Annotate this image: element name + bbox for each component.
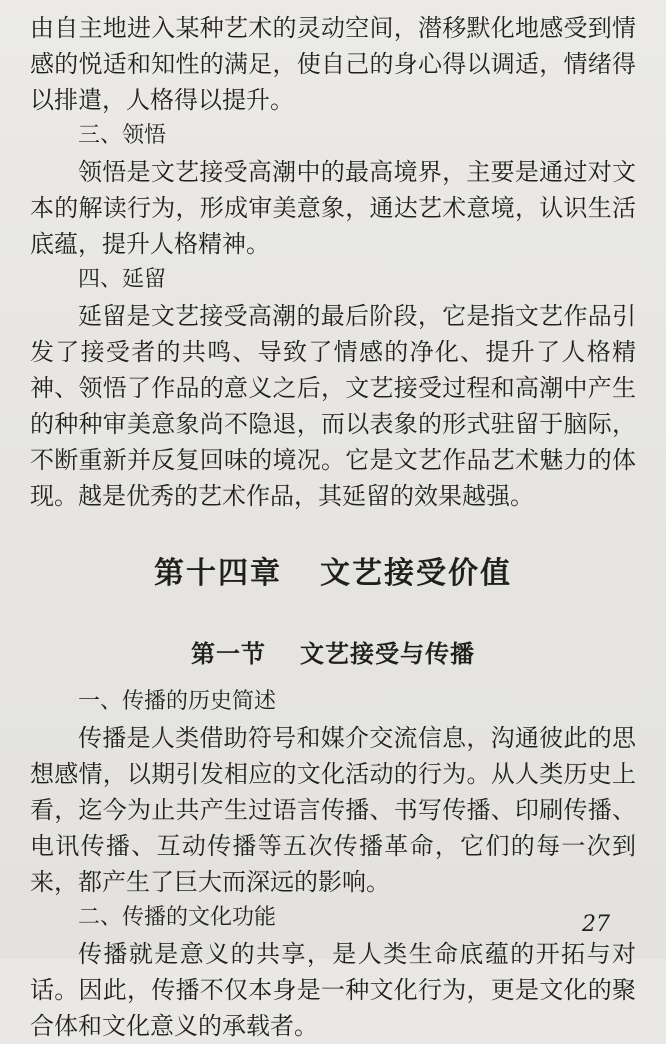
section-number: 第一节 — [191, 639, 266, 668]
section-name: 文艺接受与传播 — [300, 639, 475, 668]
paragraph-yanliu: 延留是文艺接受高潮的最后阶段，它是指文艺作品引发了接受者的共鸣、导致了情感的净化、提升了人格精神、领悟了作品的意义之后，文艺接受过程和高潮中产生的种种审美意象尚不隐退，而以表象的形式驻留于脑际，不断重新并反复回味的境况。它是文艺作品艺术魅力的体现。越是优秀的艺术作品，其延留的效果越强。 — [30, 302, 636, 510]
paragraph-function: 传播就是意义的共享，是人类生命底蕴的开拓与对话。因此，传播不仅本身是一种文化行为，更是文化的聚合体和文化意义的承载者。 — [30, 940, 636, 1040]
paragraph-lingwu: 领悟是文艺接受高潮中的最高境界，主要是通过对文本的解读行为，形成审美意象，通达艺术意境，认识生活底蕴，提升人格精神。 — [30, 158, 636, 258]
heading-function: 二、传播的文化功能 — [78, 905, 277, 930]
page-number: 27 — [582, 912, 610, 937]
chapter-name: 文艺接受价值 — [320, 556, 512, 591]
chapter-number: 第十四章 — [154, 556, 282, 591]
continued-paragraph: 由自主地进入某种艺术的灵动空间，潜移默化地感受到情感的悦适和知性的满足，使自己的身心得以调适，情绪得以排遣，人格得以提升。 — [30, 14, 636, 114]
section-title — [30, 636, 636, 672]
paragraph-history: 传播是人类借助符号和媒介交流信息，沟通彼此的思想感情，以期引发相应的文化活动的行为。从人类历史上看，迄今为止共产生过语言传播、书写传播、印刷传播、电讯传播、互动传播等五次传播革命，它们的每一次到来，都产生了巨大而深远的影响。 — [30, 724, 636, 896]
heading-yanliu: 四、延留 — [78, 267, 167, 292]
chapter-title — [30, 554, 636, 594]
heading-history: 一、传播的历史简述 — [78, 689, 277, 714]
heading-lingwu: 三、领悟 — [78, 123, 167, 148]
